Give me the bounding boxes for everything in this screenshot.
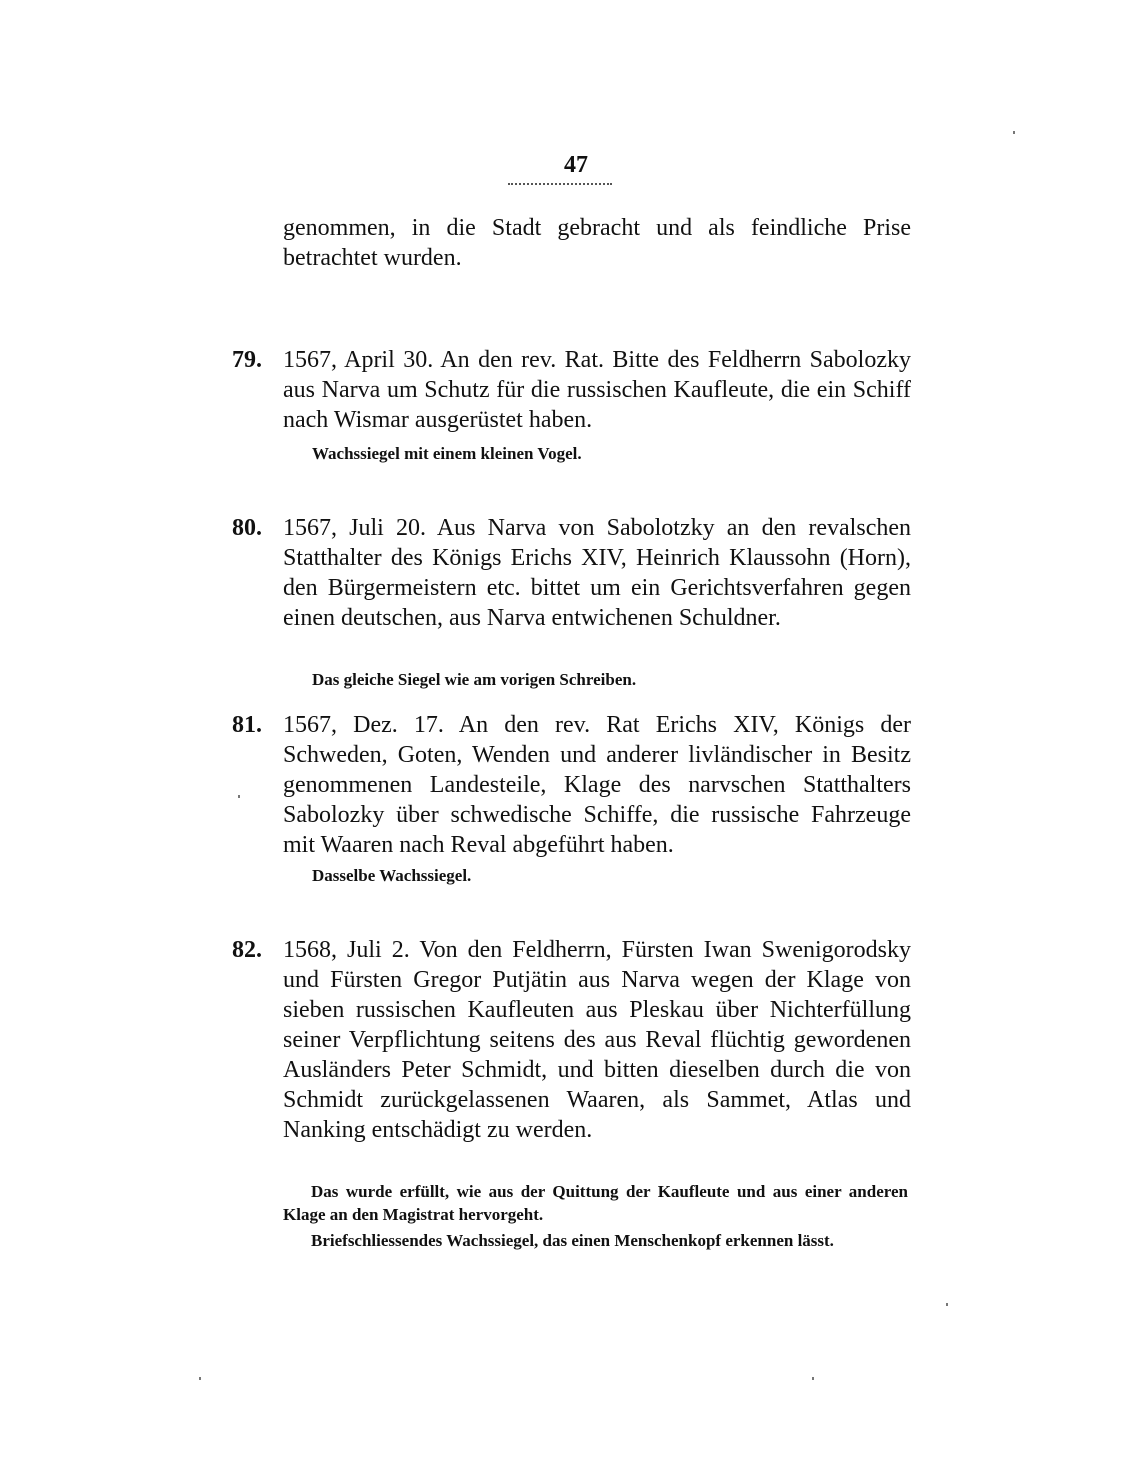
entry-note-81: Dasselbe Wachssiegel. (312, 866, 472, 885)
scan-speck (238, 795, 240, 798)
entry-text-81: 1567, Dez. 17. An den rev. Rat Erichs XIV, Königs der Schweden, Goten, Wenden und anderer livländischer in Besitz genommenen Landesteile, Klage des narvschen Statthalters Sabolozky über schwedische Schiffe, die russische Fahrzeuge mit Waaren nach Reval abgeführt haben. (283, 712, 911, 858)
scan-speck (812, 1377, 814, 1380)
entry-number-82: 82. (232, 937, 262, 963)
entry-note-82a: Das wurde erfüllt, wie aus der Quittung der Kaufleute und aus einer anderen Klage an den Magistrat hervorgeht. (283, 1182, 908, 1224)
intro-text: genommen, in die Stadt gebracht und als feindliche Prise betrachtet wurden. (283, 215, 911, 271)
entry-number-80: 80. (232, 515, 262, 541)
scan-speck (1013, 131, 1015, 134)
entry-number-79: 79. (232, 347, 262, 373)
entry-note-82b: Briefschliessendes Wachssiegel, das einen Menschenkopf erkennen lässt. (311, 1231, 834, 1250)
entry-text-80: 1567, Juli 20. Aus Narva von Sabolotzky an den revalschen Statthalter des Königs Erichs XIV, Heinrich Klaussohn (Horn), den Bürgermeistern etc. bittet um ein Gerichtsverfahren gegen einen deutschen, aus Narva entwichenen Schuldner. (283, 515, 911, 631)
entry-text-79: 1567, April 30. An den rev. Rat. Bitte des Feldherrn Sabolozky aus Narva um Schutz für die russischen Kaufleute, die ein Schiff nach Wismar ausgerüstet haben. (283, 347, 911, 433)
scan-speck (946, 1303, 948, 1306)
scan-speck (199, 1377, 201, 1380)
entry-note-79: Wachssiegel mit einem kleinen Vogel. (312, 444, 582, 463)
page-number-rule (508, 183, 612, 189)
entry-text-82: 1568, Juli 2. Von den Feldherrn, Fürsten Iwan Swenigorodsky und Fürsten Gregor Putjätin aus Narva wegen der Klage von sieben russischen Kaufleuten aus Pleskau über Nichterfüllung seiner Verpflichtung seitens des aus Reval flüchtig gewordenen Ausländers Peter Schmidt, und bitten dieselben durch die von Schmidt zurückgelassenen Waaren, als Sammet, Atlas und Nanking entschädigt zu werden. (283, 937, 911, 1143)
entry-note-80: Das gleiche Siegel wie am vorigen Schreiben. (312, 670, 637, 689)
entry-number-81: 81. (232, 712, 262, 738)
page-number: 47 (564, 152, 588, 178)
